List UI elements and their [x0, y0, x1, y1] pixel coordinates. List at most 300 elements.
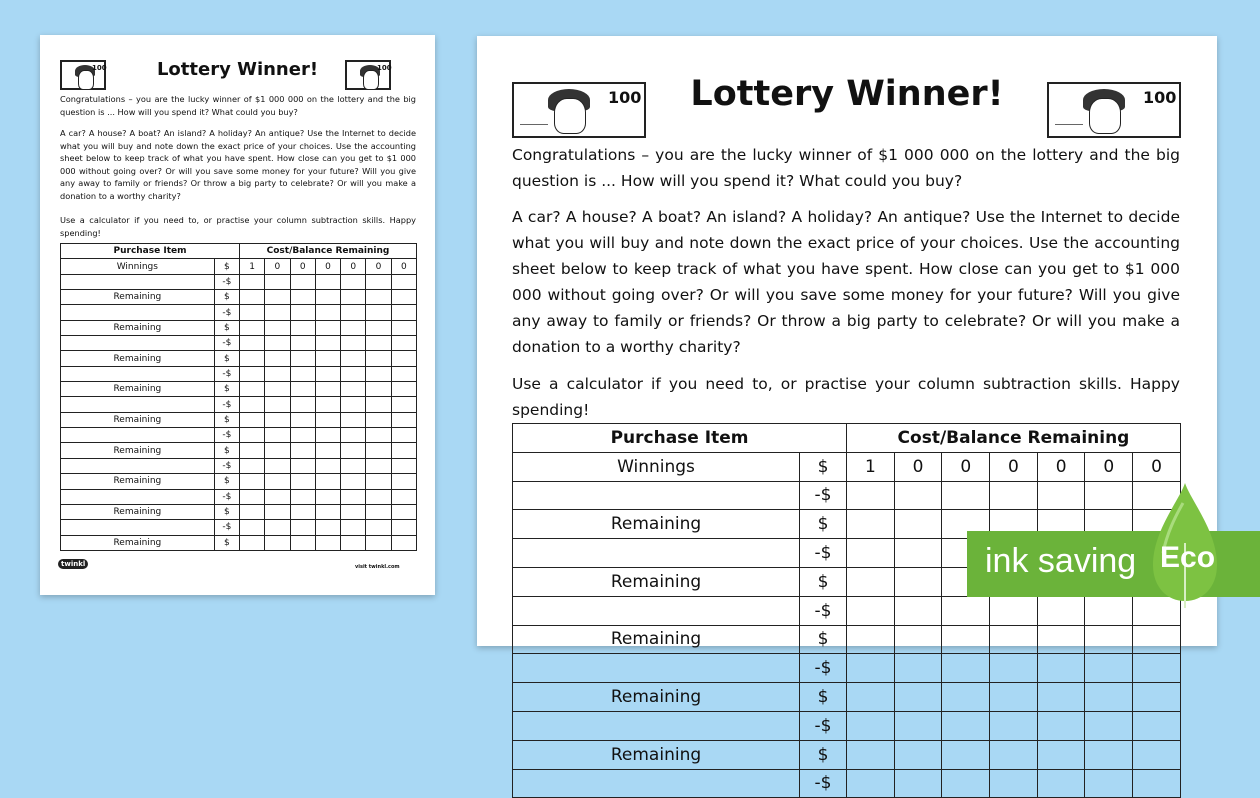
remaining-label: Remaining — [61, 320, 215, 335]
remaining-row — [61, 320, 417, 335]
digit-cell[interactable] — [1133, 683, 1181, 712]
purchase-item-cell[interactable] — [61, 305, 215, 320]
minus-dollar-sign: -$ — [800, 481, 847, 510]
worksheet-title: Lottery Winner! — [156, 59, 319, 80]
digit-cell[interactable] — [942, 711, 990, 740]
footer-url: visit twinkl.com — [355, 564, 400, 570]
digit-cell[interactable] — [990, 683, 1038, 712]
digit-cell[interactable] — [1037, 769, 1085, 798]
purchase-item-cell[interactable] — [61, 489, 215, 504]
dollar-sign: $ — [214, 504, 239, 519]
digit-cell[interactable] — [315, 336, 340, 351]
banknote-right — [1047, 82, 1181, 138]
digit-cell[interactable] — [847, 596, 895, 625]
digit-cell[interactable] — [315, 474, 340, 489]
digit-cell[interactable] — [847, 481, 895, 510]
digit-cell[interactable] — [240, 474, 265, 489]
header-cost-balance: Cost/Balance Remaining — [847, 424, 1181, 453]
purchase-item-cell[interactable] — [61, 366, 215, 381]
purchase-row — [61, 489, 417, 504]
remaining-row — [513, 625, 1181, 654]
digit-cell[interactable] — [847, 740, 895, 769]
remaining-label: Remaining — [61, 474, 215, 489]
digit-cell[interactable] — [290, 520, 315, 535]
worksheet-preview-small[interactable] — [40, 35, 435, 595]
digit-cell[interactable] — [315, 428, 340, 443]
digit-cell[interactable] — [366, 489, 391, 504]
digit-cell[interactable] — [290, 397, 315, 412]
remaining-label: Remaining — [513, 683, 800, 712]
digit-cell[interactable] — [315, 397, 340, 412]
ink-saving-label: ink saving — [985, 542, 1137, 580]
digit-cell[interactable] — [341, 290, 366, 305]
digit-cell[interactable] — [990, 654, 1038, 683]
digit-cell[interactable] — [315, 305, 340, 320]
digit-cell[interactable] — [847, 769, 895, 798]
digit-cell[interactable] — [366, 458, 391, 473]
note-value: 100 — [92, 64, 107, 72]
digit-cell[interactable] — [341, 336, 366, 351]
dollar-sign: $ — [214, 320, 239, 335]
purchase-item-cell[interactable] — [61, 397, 215, 412]
digit-cell[interactable] — [391, 474, 416, 489]
instructions-paragraph: A car? A house? A boat? An island? A holiday? An antique? Use the Internet to decide what you will buy and note down the exact price of your choices. Use the accounting sheet below to keep track of what you have spent. How close can you get to $1 000 000 without going over? Or will you save some money for your future? Will you give any away to family or friends? Or throw a big party to celebrate? Or will you make a donation to a worthy charity? — [512, 208, 1180, 356]
winnings-digit: 0 — [315, 259, 340, 274]
remaining-row — [513, 683, 1181, 712]
digit-cell[interactable] — [942, 625, 990, 654]
digit-cell[interactable] — [1133, 711, 1181, 740]
remaining-label: Remaining — [61, 382, 215, 397]
digit-cell[interactable] — [240, 274, 265, 289]
digit-cell[interactable] — [1037, 740, 1085, 769]
digit-cell[interactable] — [341, 412, 366, 427]
remaining-row — [61, 535, 417, 550]
digit-cell[interactable] — [990, 769, 1038, 798]
digit-cell[interactable] — [315, 382, 340, 397]
dollar-sign: $ — [214, 382, 239, 397]
banknote-left — [512, 82, 646, 138]
minus-dollar-sign: -$ — [800, 539, 847, 568]
digit-cell[interactable] — [341, 320, 366, 335]
minus-dollar-sign: -$ — [214, 458, 239, 473]
remaining-row — [61, 351, 417, 366]
winnings-digit: 1 — [847, 452, 895, 481]
digit-cell[interactable] — [341, 474, 366, 489]
digit-cell[interactable] — [240, 397, 265, 412]
digit-cell[interactable] — [341, 443, 366, 458]
digit-cell[interactable] — [315, 290, 340, 305]
purchase-row — [513, 711, 1181, 740]
dollar-sign: $ — [214, 412, 239, 427]
digit-cell[interactable] — [315, 274, 340, 289]
digit-cell[interactable] — [1085, 740, 1133, 769]
winnings-digit: 0 — [942, 452, 990, 481]
digit-cell[interactable] — [290, 320, 315, 335]
digit-cell[interactable] — [391, 458, 416, 473]
digit-cell[interactable] — [341, 520, 366, 535]
purchase-row — [513, 596, 1181, 625]
remaining-label: Remaining — [513, 510, 800, 539]
purchase-row — [61, 305, 417, 320]
digit-cell[interactable] — [265, 535, 290, 550]
digit-cell[interactable] — [894, 625, 942, 654]
digit-cell[interactable] — [315, 443, 340, 458]
digit-cell[interactable] — [341, 397, 366, 412]
digit-cell[interactable] — [847, 683, 895, 712]
digit-cell[interactable] — [290, 305, 315, 320]
digit-cell[interactable] — [1085, 683, 1133, 712]
digit-cell[interactable] — [894, 740, 942, 769]
purchase-row — [61, 458, 417, 473]
digit-cell[interactable] — [1133, 740, 1181, 769]
digit-cell[interactable] — [290, 274, 315, 289]
eco-label: Eco — [1160, 541, 1216, 574]
winnings-digit: 0 — [1037, 452, 1085, 481]
minus-dollar-sign: -$ — [214, 305, 239, 320]
digit-cell[interactable] — [1037, 654, 1085, 683]
accounting-table — [60, 243, 417, 551]
remaining-label: Remaining — [61, 535, 215, 550]
digit-cell[interactable] — [315, 351, 340, 366]
digit-cell[interactable] — [990, 711, 1038, 740]
digit-cell[interactable] — [366, 535, 391, 550]
dollar-sign: $ — [800, 452, 847, 481]
purchase-item-cell[interactable] — [61, 458, 215, 473]
purchase-item-cell[interactable] — [513, 481, 800, 510]
minus-dollar-sign: -$ — [214, 274, 239, 289]
dollar-sign: $ — [214, 290, 239, 305]
digit-cell[interactable] — [391, 366, 416, 381]
dollar-sign: $ — [800, 683, 847, 712]
digit-cell[interactable] — [265, 336, 290, 351]
remaining-row — [61, 504, 417, 519]
digit-cell[interactable] — [265, 504, 290, 519]
digit-cell[interactable] — [240, 366, 265, 381]
accounting-table — [512, 423, 1181, 798]
minus-dollar-sign: -$ — [800, 596, 847, 625]
digit-cell[interactable] — [1085, 769, 1133, 798]
digit-cell[interactable] — [990, 596, 1038, 625]
digit-cell[interactable] — [240, 535, 265, 550]
digit-cell[interactable] — [391, 274, 416, 289]
digit-cell[interactable] — [290, 489, 315, 504]
digit-cell[interactable] — [1037, 625, 1085, 654]
digit-cell[interactable] — [290, 443, 315, 458]
digit-cell[interactable] — [240, 290, 265, 305]
digit-cell[interactable] — [366, 305, 391, 320]
digit-cell[interactable] — [240, 305, 265, 320]
digit-cell[interactable] — [315, 520, 340, 535]
digit-cell[interactable] — [240, 428, 265, 443]
note-value: 100 — [1143, 88, 1177, 107]
digit-cell[interactable] — [290, 290, 315, 305]
portrait-face — [554, 98, 586, 134]
digit-cell[interactable] — [290, 504, 315, 519]
winnings-digit: 0 — [341, 259, 366, 274]
remaining-row — [61, 443, 417, 458]
purchase-row — [61, 397, 417, 412]
digit-cell[interactable] — [240, 351, 265, 366]
calculator-paragraph: Use a calculator if you need to, or practise your column subtraction skills. Happy spending! — [60, 215, 416, 238]
digit-cell[interactable] — [366, 290, 391, 305]
digit-cell[interactable] — [315, 535, 340, 550]
purchase-row — [61, 520, 417, 535]
digit-cell[interactable] — [265, 366, 290, 381]
digit-cell[interactable] — [265, 520, 290, 535]
remaining-label: Remaining — [513, 567, 800, 596]
digit-cell[interactable] — [290, 382, 315, 397]
calculator-paragraph: Use a calculator if you need to, or practise your column subtraction skills. Happy spending! — [512, 375, 1180, 419]
digit-cell[interactable] — [240, 458, 265, 473]
digit-cell[interactable] — [847, 567, 895, 596]
digit-cell[interactable] — [1085, 625, 1133, 654]
digit-cell[interactable] — [366, 520, 391, 535]
digit-cell[interactable] — [366, 474, 391, 489]
dollar-sign: $ — [214, 474, 239, 489]
digit-cell[interactable] — [366, 351, 391, 366]
minus-dollar-sign: -$ — [800, 769, 847, 798]
digit-cell[interactable] — [391, 351, 416, 366]
digit-cell[interactable] — [366, 382, 391, 397]
remaining-label: Remaining — [61, 351, 215, 366]
digit-cell[interactable] — [341, 489, 366, 504]
digit-cell[interactable] — [1085, 596, 1133, 625]
digit-cell[interactable] — [391, 504, 416, 519]
digit-cell[interactable] — [847, 654, 895, 683]
digit-cell[interactable] — [265, 320, 290, 335]
digit-cell[interactable] — [341, 535, 366, 550]
digit-cell[interactable] — [391, 412, 416, 427]
digit-cell[interactable] — [290, 351, 315, 366]
digit-cell[interactable] — [265, 351, 290, 366]
digit-cell[interactable] — [240, 320, 265, 335]
digit-cell[interactable] — [1037, 596, 1085, 625]
digit-cell[interactable] — [1037, 711, 1085, 740]
remaining-row — [61, 474, 417, 489]
digit-cell[interactable] — [341, 366, 366, 381]
digit-cell[interactable] — [366, 274, 391, 289]
remaining-row — [513, 740, 1181, 769]
purchase-item-cell[interactable] — [513, 654, 800, 683]
portrait-face — [363, 70, 379, 90]
purchase-item-cell[interactable] — [61, 336, 215, 351]
header-purchase-item: Purchase Item — [61, 244, 240, 259]
digit-cell[interactable] — [894, 683, 942, 712]
digit-cell[interactable] — [1085, 654, 1133, 683]
digit-cell[interactable] — [391, 443, 416, 458]
digit-cell[interactable] — [847, 539, 895, 568]
purchase-item-cell[interactable] — [61, 428, 215, 443]
dollar-sign: $ — [214, 443, 239, 458]
digit-cell[interactable] — [290, 336, 315, 351]
digit-cell[interactable] — [240, 412, 265, 427]
digit-cell[interactable] — [265, 458, 290, 473]
digit-cell[interactable] — [265, 274, 290, 289]
digit-cell[interactable] — [315, 458, 340, 473]
banknote-left — [60, 60, 106, 90]
digit-cell[interactable] — [341, 274, 366, 289]
remaining-label: Remaining — [61, 412, 215, 427]
digit-cell[interactable] — [290, 366, 315, 381]
digit-cell[interactable] — [1085, 481, 1133, 510]
winnings-digit: 0 — [265, 259, 290, 274]
purchase-item-cell[interactable] — [513, 596, 800, 625]
table-header-row — [513, 424, 1181, 453]
digit-cell[interactable] — [990, 481, 1038, 510]
digit-cell[interactable] — [391, 290, 416, 305]
digit-cell[interactable] — [315, 366, 340, 381]
minus-dollar-sign: -$ — [214, 489, 239, 504]
digit-cell[interactable] — [1085, 711, 1133, 740]
digit-cell[interactable] — [315, 412, 340, 427]
note-value: 100 — [608, 88, 642, 107]
purchase-item-cell[interactable] — [513, 769, 800, 798]
digit-cell[interactable] — [265, 489, 290, 504]
digit-cell[interactable] — [847, 510, 895, 539]
digit-cell[interactable] — [391, 397, 416, 412]
digit-cell[interactable] — [1037, 481, 1085, 510]
winnings-label: Winnings — [513, 452, 800, 481]
purchase-item-cell[interactable] — [61, 274, 215, 289]
dollar-sign: $ — [214, 351, 239, 366]
digit-cell[interactable] — [942, 683, 990, 712]
digit-cell[interactable] — [341, 428, 366, 443]
digit-cell[interactable] — [341, 351, 366, 366]
digit-cell[interactable] — [290, 412, 315, 427]
digit-cell[interactable] — [942, 654, 990, 683]
minus-dollar-sign: -$ — [214, 428, 239, 443]
digit-cell[interactable] — [265, 474, 290, 489]
digit-cell[interactable] — [240, 489, 265, 504]
digit-cell[interactable] — [240, 382, 265, 397]
digit-cell[interactable] — [265, 382, 290, 397]
digit-cell[interactable] — [265, 397, 290, 412]
digit-cell[interactable] — [341, 305, 366, 320]
digit-cell[interactable] — [990, 625, 1038, 654]
digit-cell[interactable] — [341, 504, 366, 519]
remaining-label: Remaining — [61, 443, 215, 458]
purchase-item-cell[interactable] — [513, 539, 800, 568]
dollar-sign: $ — [800, 567, 847, 596]
digit-cell[interactable] — [290, 428, 315, 443]
digit-cell[interactable] — [265, 412, 290, 427]
digit-cell[interactable] — [894, 654, 942, 683]
digit-cell[interactable] — [366, 336, 391, 351]
winnings-digit: 1 — [240, 259, 265, 274]
dollar-sign: $ — [800, 510, 847, 539]
digit-cell[interactable] — [240, 336, 265, 351]
purchase-row — [513, 654, 1181, 683]
digit-cell[interactable] — [1133, 769, 1181, 798]
winnings-digit: 0 — [1085, 452, 1133, 481]
digit-cell[interactable] — [391, 428, 416, 443]
digit-cell[interactable] — [990, 740, 1038, 769]
winnings-row — [513, 452, 1181, 481]
digit-cell[interactable] — [366, 412, 391, 427]
digit-cell[interactable] — [265, 428, 290, 443]
digit-cell[interactable] — [894, 711, 942, 740]
remaining-row — [61, 412, 417, 427]
digit-cell[interactable] — [290, 474, 315, 489]
minus-dollar-sign: -$ — [800, 654, 847, 683]
digit-cell[interactable] — [894, 769, 942, 798]
winnings-row — [61, 259, 417, 274]
digit-cell[interactable] — [391, 489, 416, 504]
remaining-label: Remaining — [513, 625, 800, 654]
remaining-row — [61, 290, 417, 305]
digit-cell[interactable] — [366, 397, 391, 412]
digit-cell[interactable] — [366, 443, 391, 458]
digit-cell[interactable] — [315, 504, 340, 519]
winnings-digit: 0 — [391, 259, 416, 274]
digit-cell[interactable] — [847, 625, 895, 654]
digit-cell[interactable] — [1133, 625, 1181, 654]
digit-cell[interactable] — [894, 567, 942, 596]
digit-cell[interactable] — [240, 520, 265, 535]
purchase-row — [61, 274, 417, 289]
header-cost-balance: Cost/Balance Remaining — [240, 244, 417, 259]
digit-cell[interactable] — [391, 305, 416, 320]
winnings-digit: 0 — [1133, 452, 1181, 481]
digit-cell[interactable] — [894, 539, 942, 568]
digit-cell[interactable] — [391, 520, 416, 535]
digit-cell[interactable] — [366, 504, 391, 519]
digit-cell[interactable] — [341, 458, 366, 473]
worksheet-title: Lottery Winner! — [690, 74, 1004, 114]
winnings-digit: 0 — [290, 259, 315, 274]
digit-cell[interactable] — [391, 336, 416, 351]
digit-cell[interactable] — [1133, 654, 1181, 683]
digit-cell[interactable] — [366, 320, 391, 335]
digit-cell[interactable] — [315, 320, 340, 335]
digit-cell[interactable] — [391, 382, 416, 397]
purchase-item-cell[interactable] — [61, 520, 215, 535]
digit-cell[interactable] — [290, 535, 315, 550]
portrait-face — [78, 70, 94, 90]
digit-cell[interactable] — [942, 740, 990, 769]
digit-cell[interactable] — [894, 596, 942, 625]
winnings-digit: 0 — [366, 259, 391, 274]
digit-cell[interactable] — [240, 443, 265, 458]
winnings-digit: 0 — [894, 452, 942, 481]
digit-cell[interactable] — [366, 428, 391, 443]
digit-cell[interactable] — [315, 489, 340, 504]
dollar-sign: $ — [800, 740, 847, 769]
digit-cell[interactable] — [341, 382, 366, 397]
purchase-item-cell[interactable] — [513, 711, 800, 740]
purchase-row — [513, 481, 1181, 510]
digit-cell[interactable] — [942, 481, 990, 510]
digit-cell[interactable] — [391, 320, 416, 335]
digit-cell[interactable] — [942, 769, 990, 798]
dollar-sign: $ — [214, 535, 239, 550]
digit-cell[interactable] — [1037, 683, 1085, 712]
digit-cell[interactable] — [366, 366, 391, 381]
digit-cell[interactable] — [894, 510, 942, 539]
digit-cell[interactable] — [847, 711, 895, 740]
digit-cell[interactable] — [894, 481, 942, 510]
minus-dollar-sign: -$ — [214, 520, 239, 535]
digit-cell[interactable] — [265, 443, 290, 458]
digit-cell[interactable] — [265, 290, 290, 305]
digit-cell[interactable] — [391, 535, 416, 550]
digit-cell[interactable] — [240, 504, 265, 519]
digit-cell[interactable] — [265, 305, 290, 320]
instructions-paragraph: A car? A house? A boat? An island? A holiday? An antique? Use the Internet to decide what you will buy and note down the exact price of your choices. Use the accounting sheet below to keep track of what you have spent. How close can you get to $1 000 000 without going over? Or will you save some money for your future? Will you give any away to family or friends? Or throw a big party to celebrate? Or will you make a donation to a worthy charity? — [60, 128, 416, 201]
digit-cell[interactable] — [290, 458, 315, 473]
note-value: 100 — [377, 64, 392, 72]
digit-cell[interactable] — [942, 596, 990, 625]
